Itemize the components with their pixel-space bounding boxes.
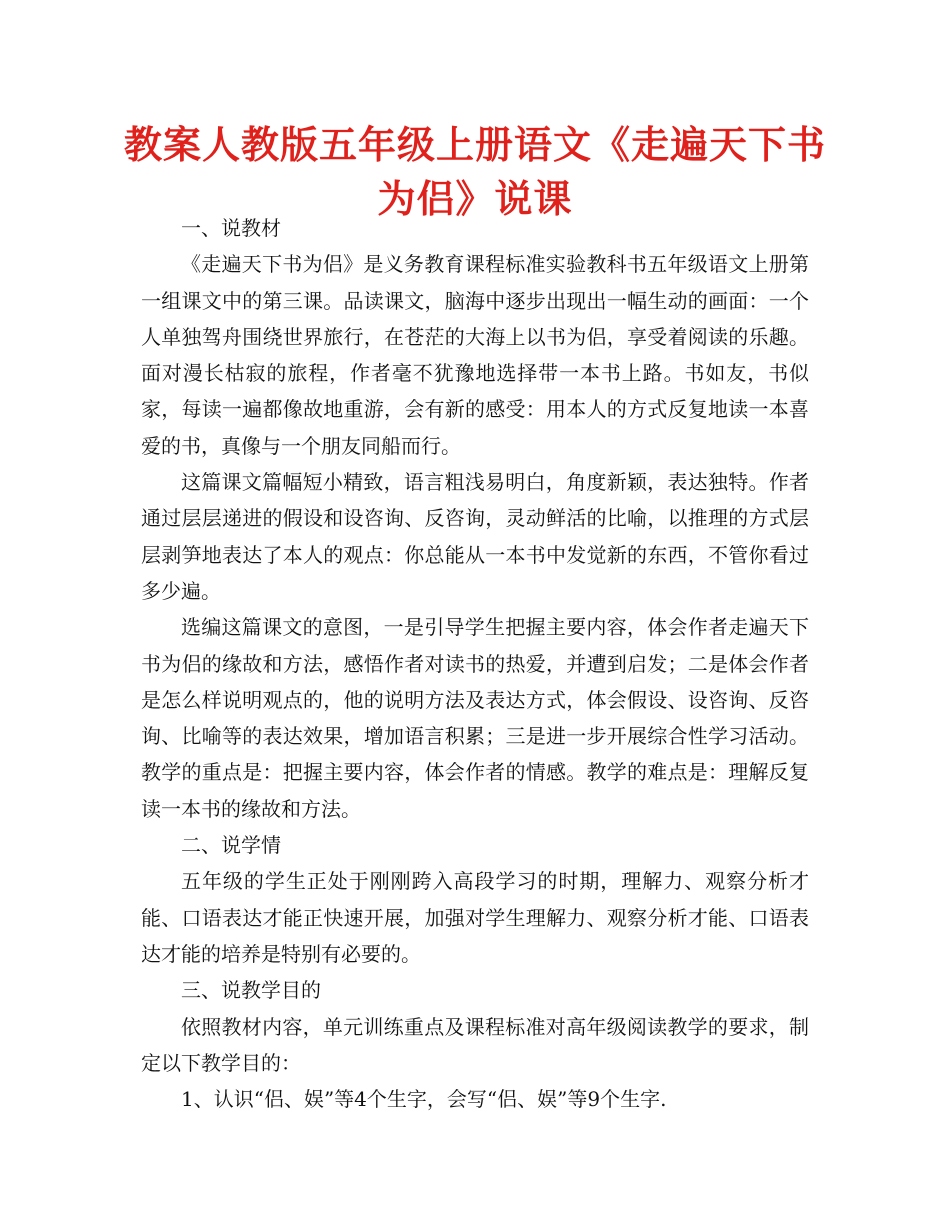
paragraph-student-analysis: 五年级的学生正处于刚刚跨入高段学习的时期，理解力、观察分析才能、口语表达才能正快速开展，加强对学生理解力、观察分析才能、口语表达才能的培养是特别有必要的。	[141, 869, 809, 966]
heading-teaching-material: 一、说教材	[181, 216, 281, 240]
paragraph-goal-1: 1、认识“侣、娱”等4个生字，会写“侣、娱”等9个生字.	[181, 1087, 667, 1112]
paragraph-material-intro: 《走遍天下书为侣》是义务教育课程标准实验教科书五年级语文上册第一组课文中的第三课。品读课文，脑海中逐步出现出一幅生动的画面：一个人单独驾舟围绕世界旅行，在苍茫的大海上以书为侣，享受着阅读的乐趣。面对漫长枯寂的旅程，作者毫不犹豫地选择带一本书上路。书如友，书似家，每读一遍都像故地重游，会有新的感受：用本人的方式反复地读一本喜爱的书，真像与一个朋友同船而行。	[141, 252, 809, 458]
document-title: 教案人教版五年级上册语文《走遍天下书为侣》说课	[123, 123, 826, 221]
document-body	[141, 210, 809, 1117]
paragraph-selection-intent: 选编这篇课文的意图，一是引导学生把握主要内容，体会作者走遍天下书为侣的缘故和方法，感悟作者对读书的热爱，并遭到启发；二是体会作者是怎么样说明观点的，他的说明方法及表达方式，体会假设、设咨询、反咨询、比喻等的表达效果，增加语言积累；三是进一步开展综合性学习活动。教学的重点是：把握主要内容，体会作者的情感。教学的难点是：理解反复读一本书的缘故和方法。	[141, 615, 809, 821]
paragraph-text-features: 这篇课文篇幅短小精致，语言粗浅易明白，角度新颖，表达独特。作者通过层层递进的假设和设咨询、反咨询，灵动鲜活的比喻，以推理的方式层层剥笋地表达了本人的观点：你总能从一本书中发觉新的东西，不管你看过多少遍。	[141, 470, 809, 603]
heading-student-analysis: 二、说学情	[181, 833, 281, 858]
heading-teaching-goals: 三、说教学目的	[181, 978, 321, 1003]
paragraph-goals-intro: 依照教材内容，单元训练重点及课程标准对高年级阅读教学的要求，制定以下教学目的：	[141, 1014, 809, 1075]
